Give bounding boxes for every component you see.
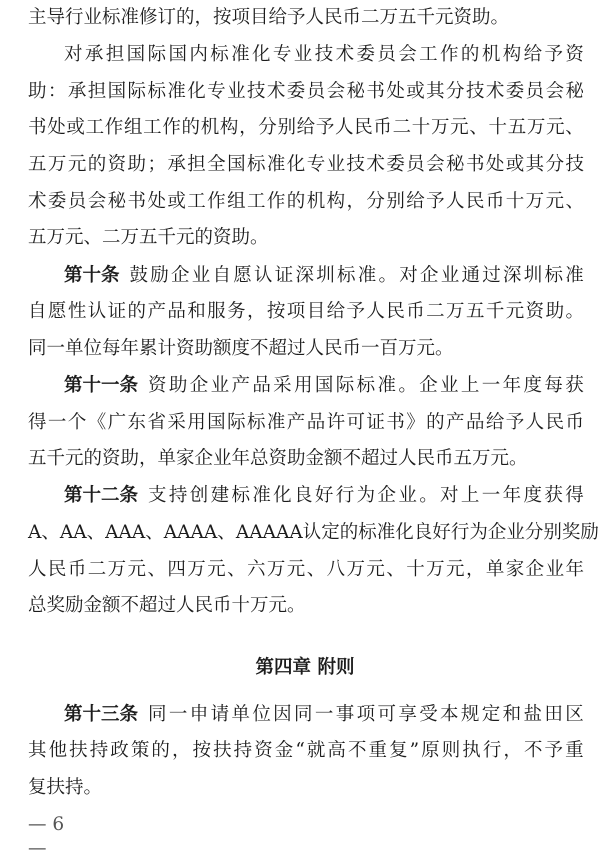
text-line — [28, 334, 584, 364]
text-line — [28, 736, 584, 766]
text-line — [28, 150, 584, 180]
line-text: 主导行业标准修订的，按项目给予人民币二万五千元资助。 — [28, 7, 510, 28]
text-line — [28, 187, 584, 217]
line-text: 五千元的资助，单家企业年总资助金额不超过人民币五万元。 — [28, 448, 528, 469]
line-text: 其 他 扶 持 政 策 的 ， 按 扶 持 资 金 “ 就 高 不 重 复 ” 原 则 执 行 ， 不 予 重 — [28, 740, 584, 761]
text-line — [64, 261, 584, 291]
line-text: 支 持 创 建 标 准 化 良 好 行 为 企 业 。 对 上 一 年 度 获 得 — [148, 485, 584, 506]
text-line — [64, 481, 584, 511]
line-text: 资 助 企 业 产 品 采 用 国 际 标 准 。 企 业 上 一 年 度 每 获 — [148, 375, 584, 396]
line-text: 总奖励金额不超过人民币十万元。 — [28, 595, 306, 616]
text-line — [28, 297, 584, 327]
text-line — [64, 371, 584, 401]
line-text: 五万元、二万五千元的资助。 — [28, 227, 269, 248]
text-line — [28, 555, 584, 585]
line-text: 同一单位每年累计资助额度不超过人民币一百万元。 — [28, 338, 454, 359]
text-line — [28, 223, 584, 253]
line-text: A 、 A A 、 A A A 、 A A A A 、 A A A A A 认 定 的 标 准 化 良 好 行 为 企 业 分 别 奖 励 — [28, 522, 599, 543]
text-line — [28, 591, 584, 621]
text-line — [28, 518, 599, 548]
text-line — [28, 773, 584, 803]
chapter-heading: 第四章 附则 — [255, 657, 355, 678]
line-text: 书 处 或 工 作 组 工 作 的 机 构 ， 分 别 给 予 人 民 币 二 十 万 元 、 十 五 万 元 、 — [28, 117, 584, 138]
text-line — [28, 408, 584, 438]
line-text: 助 ： 承 担 国 际 标 准 化 专 业 技 术 委 员 会 秘 书 处 或 其 分 技 术 委 员 会 秘 — [28, 81, 584, 102]
line-text: 人 民 币 二 万 元 、 四 万 元 、 六 万 元 、 八 万 元 、 十 万 元 ， 单 家 企 业 年 — [28, 559, 584, 580]
article-number: 第十三条 — [64, 704, 139, 725]
line-text: 鼓 励 企 业 自 愿 认 证 深 圳 标 准 。 对 企 业 通 过 深 圳 标 准 — [129, 265, 584, 286]
text-line — [64, 40, 584, 70]
line-text: 五 万 元 的 资 助 ； 承 担 全 国 标 准 化 专 业 技 术 委 员 会 秘 书 处 或 其 分 技 — [28, 154, 584, 175]
article-number: 第十条 — [64, 265, 120, 286]
text-line — [28, 77, 584, 107]
line-text: 复扶持。 — [28, 777, 103, 798]
text-line — [28, 3, 584, 33]
text-line — [28, 113, 584, 143]
line-text: 对 承 担 国 际 国 内 标 准 化 专 业 技 术 委 员 会 工 作 的 机 构 给 予 资 — [64, 44, 584, 65]
article-number: 第十二条 — [64, 485, 139, 506]
page-number-fragment: — 6 — — [28, 814, 65, 859]
line-text: 术 委 员 会 秘 书 处 或 工 作 组 工 作 的 机 构 ， 分 别 给 予 人 民 币 十 万 元 、 — [28, 191, 584, 212]
text-line — [28, 444, 584, 474]
line-text: 得 一 个 《 广 东 省 采 用 国 际 标 准 产 品 许 可 证 书 》 的 产 品 给 予 人 民 币 — [28, 412, 584, 433]
line-text: 同 一 申 请 单 位 因 同 一 事 项 可 享 受 本 规 定 和 盐 田 区 — [148, 704, 584, 725]
text-line — [64, 700, 584, 730]
line-text: 自 愿 性 认 证 的 产 品 和 服 务 ， 按 项 目 给 予 人 民 币 二 万 五 千 元 资 助 。 — [28, 301, 584, 322]
article-number: 第十一条 — [64, 375, 139, 396]
